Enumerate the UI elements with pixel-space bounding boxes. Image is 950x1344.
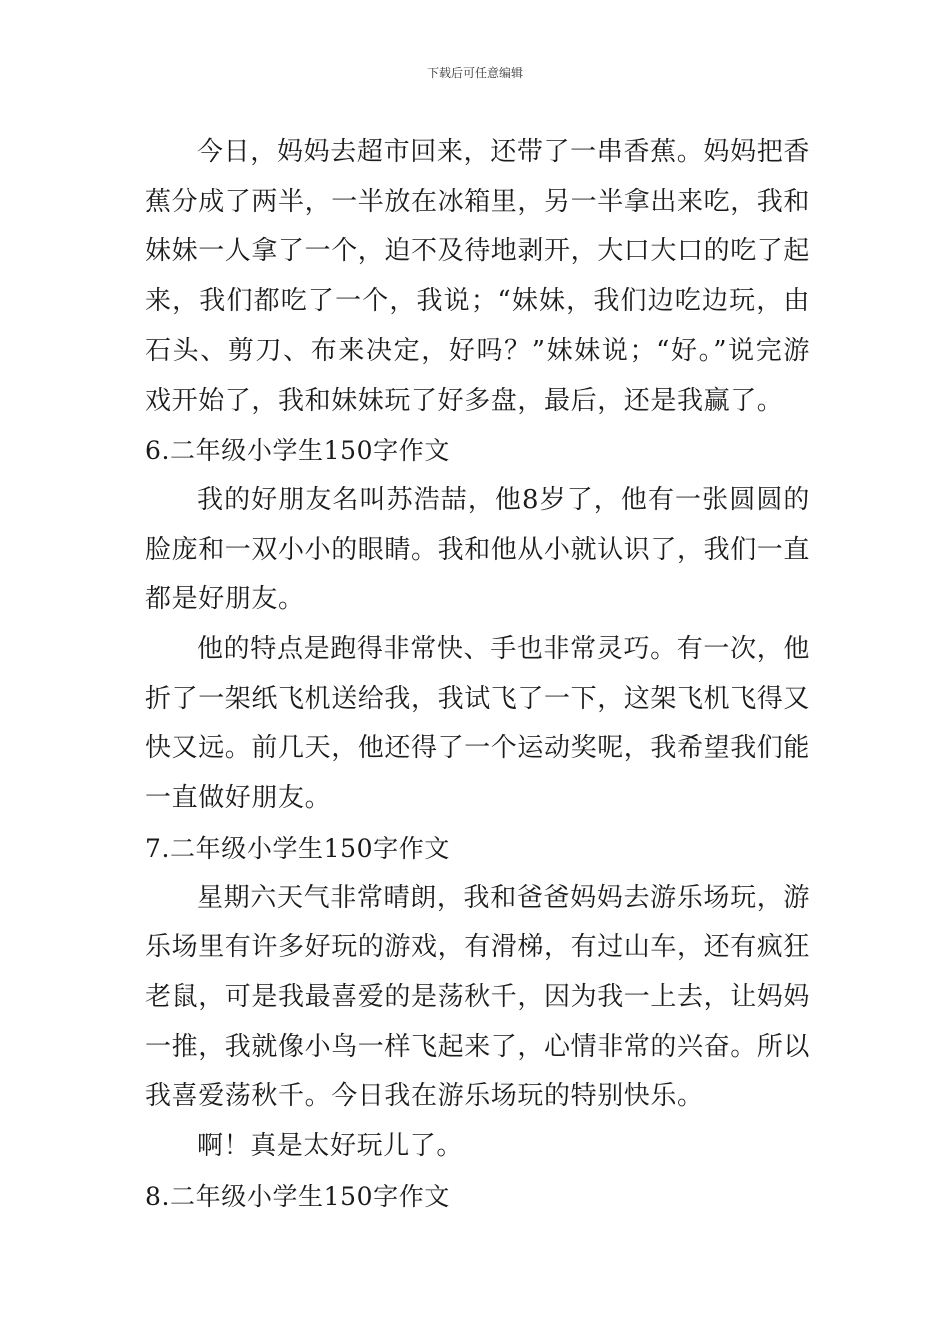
essay-paragraph: 他的特点是跑得非常快、手也非常灵巧。有一次，他折了一架纸飞机送给我，我试飞了一下，这架飞机飞得又快又远。前几天，他还得了一个运动奖呢，我希望我们能一直做好朋友。 [145,634,811,814]
essay-heading: 7.二年级小学生150字作文 [145,833,450,863]
essay-paragraph: 我的好朋友名叫苏浩喆，他8岁了，他有一张圆圆的脸庞和一双小小的眼睛。我和他从小就认识了，我们一直都是好朋友。 [145,484,811,615]
page-header: 下载后可任意编辑 [426,66,523,80]
essay-paragraph: 星期六天气非常晴朗，我和爸爸妈妈去游乐场玩，游乐场里有许多好玩的游戏，有滑梯，有过山车，还有疯狂老鼠，可是我最喜爱的是荡秋千，因为我一上去，让妈妈一推，我就像小鸟一样飞起来了，心情非常的兴奋。所以我喜爱荡秋千。今日我在游乐场玩的特别快乐。 [145,882,811,1112]
essay-paragraph: 啊！真是太好玩儿了。 [197,1131,464,1162]
essay-heading: 6.二年级小学生150字作文 [145,436,450,466]
essay-paragraph: 今日，妈妈去超市回来，还带了一串香蕉。妈妈把香蕉分成了两半，一半放在冰箱里，另一半拿出来吃，我和妹妹一人拿了一个，迫不及待地剥开，大口大口的吃了起来，我们都吃了一个，我说；“妹妹，我们边吃边玩，由石头、剪刀、布来决定，好吗？”妹妹说；“好。”说完游戏开始了，我和妹妹玩了好多盘，最后，还是我赢了。 [145,137,811,416]
essay-heading: 8.二年级小学生150字作文 [145,1181,450,1211]
document-body [145,128,810,1221]
